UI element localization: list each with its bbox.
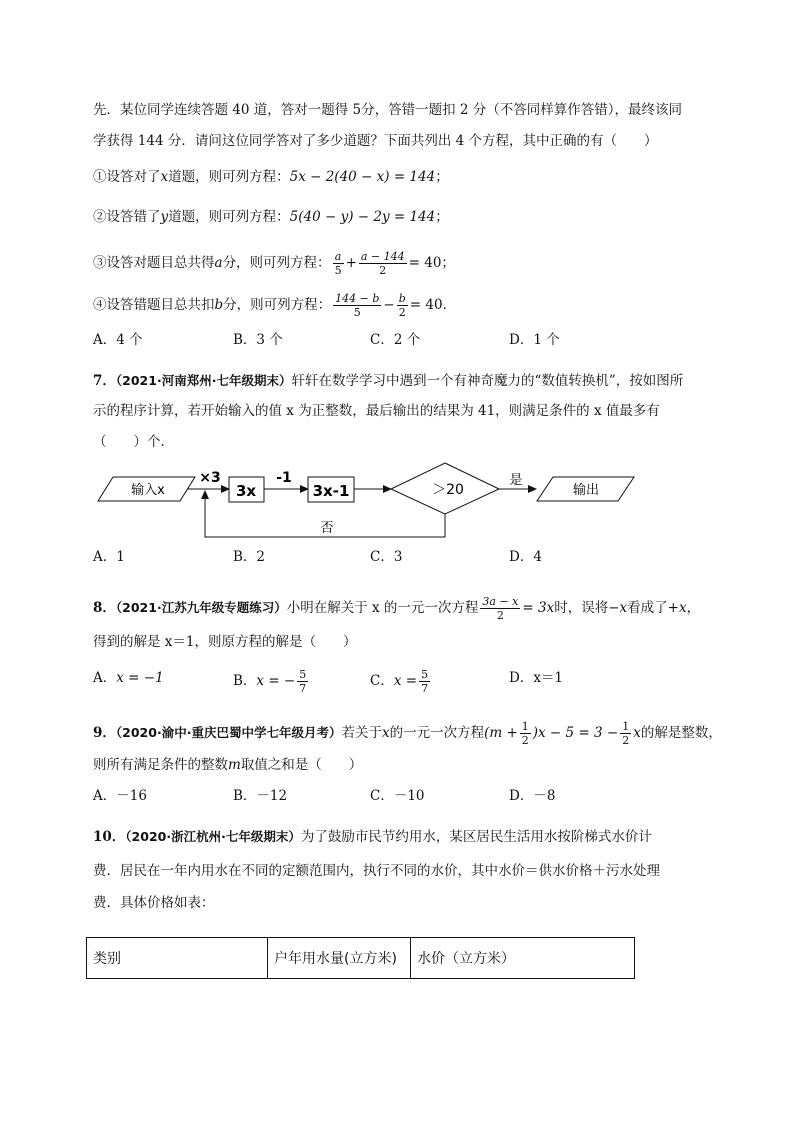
q9-option-a[interactable]: A．－16	[93, 788, 147, 804]
question-source: （2020·渝中·重庆巴蜀中学七年级月考）	[115, 725, 342, 740]
question-number: 8．	[93, 600, 116, 616]
table-header-cell: 水价（立方米）	[411, 938, 635, 979]
fraction: $\frac{5}{7}$	[421, 668, 429, 695]
fraction: $\frac{a}{5}$	[334, 250, 342, 277]
fraction: $\frac{1}{2}$	[521, 720, 529, 747]
minus1-label: -1	[276, 470, 292, 486]
times3-label: ×3	[199, 470, 221, 486]
fraction: $\frac{3a - x}{2}$	[482, 595, 519, 622]
question-source: （2020·浙江杭州·七年级期末）	[125, 829, 301, 844]
q9-option-b[interactable]: B．－12	[233, 788, 288, 804]
question-source: （2021·河南郑州·七年级期末）	[115, 373, 292, 388]
variable-y: y	[160, 209, 169, 225]
q10-stem-line2: 费．居民在一年内用水在不同的定额范围内，执行不同的水价，其中水价＝供水价格＋污水处理	[93, 863, 660, 879]
fraction: $\frac{5}{7}$	[299, 668, 307, 695]
fraction: $\frac{1}{2}$	[622, 720, 630, 747]
q9-option-c[interactable]: C．－10	[370, 788, 425, 804]
fraction: $\frac{144 - b}{5}$	[335, 292, 380, 319]
q10-stem-line3: 费．具体价格如表：	[93, 895, 215, 911]
box-3x-1-label: 3x-1	[312, 482, 350, 500]
question-source: （2021·江苏九年级专题练习）	[115, 600, 287, 615]
q6-option-d[interactable]: D．1 个	[509, 332, 560, 348]
variable-a: a	[214, 255, 223, 271]
question-number: 7．	[93, 373, 116, 389]
equation-2: 5(40 − y) − 2y = 144	[289, 209, 436, 225]
yes-label: 是	[509, 473, 523, 488]
q9-option-d[interactable]: D．－8	[509, 788, 556, 804]
q9-stem-line2: 则所有满足条件的整数m取值之和是（ ）	[93, 757, 363, 773]
price-table	[86, 937, 635, 979]
q6-option-b[interactable]: B．3 个	[233, 332, 283, 348]
q8-stem-line2: 得到的解是 x＝1，则原方程的解是（ ）	[93, 634, 357, 650]
q8-option-a[interactable]: A．x = −1	[93, 670, 164, 686]
q6-statement-4: ④设答错题目总共扣b分，则可列方程： $\frac{144 - b}{5}$ − $\frac{b}{2}$ = 40．	[93, 292, 457, 319]
q8-option-b[interactable]: B．x = − $\frac{5}{7}$	[233, 668, 307, 695]
q6-statement-3: ③设答对题目总共得a分，则可列方程： $\frac{a}{5}$ + $\frac{a - 144}{2}$ = 40；	[93, 250, 455, 277]
table-header-cell: 户年用水量(立方米)	[268, 938, 411, 979]
q8-option-c[interactable]: C．x = $\frac{5}{7}$	[370, 668, 429, 695]
q6-stem-line2: 学获得 144 分．请问这位同学答对了多少道题？下面共列出 4 个方程，其中正确的有（ ）	[93, 133, 658, 149]
flowchart-diagram	[0, 0, 794, 560]
q6-statement-2: ②设答错了y道题，则可列方程：5(40 − y) − 2y = 144；	[93, 209, 449, 225]
variable-x: x	[160, 169, 169, 185]
q7-option-b[interactable]: B．2	[233, 549, 266, 565]
equation-1: 5x − 2(40 − x) = 144	[289, 169, 436, 185]
output-label: 输出	[572, 483, 600, 498]
q6-option-a[interactable]: A．4 个	[93, 332, 143, 348]
q10-stem-line1: 10．（2020·浙江杭州·七年级期末）为了鼓励市民节约用水，某区居民生活用水按阶梯式水价计	[93, 829, 652, 845]
no-label: 否	[320, 521, 334, 536]
q8-stem-line1: 8．（2021·江苏九年级专题练习）小明在解关于 x 的一元一次方程 $\frac{3a - x}{2}$ = 3x时，误将−x看成了+x，	[93, 595, 701, 622]
q9-stem-line1: 9．（2020·渝中·重庆巴蜀中学七年级月考）若关于x的一元一次方程(m + $\frac{1}{2}$ )x − 5 = 3 − $\frac{1}{2}$ x的解是整数，	[93, 720, 722, 747]
table-header-cell: 类别	[87, 938, 268, 979]
q6-stem-line1: 先．某位同学连续答题 40 道，答对一题得 5分，答错一题扣 2 分（不答同样算作答错），最终该同	[93, 102, 683, 118]
input-label: 输入x	[131, 483, 165, 498]
q7-option-a[interactable]: A．1	[93, 549, 125, 565]
q7-option-d[interactable]: D．4	[509, 549, 542, 565]
q6-option-c[interactable]: C．2 个	[370, 332, 421, 348]
question-number: 10．	[93, 829, 126, 845]
q7-stem-line2: 示的程序计算，若开始输入的值 x 为正整数，最后输出的结果为 41，则满足条件的 x 值最多有	[93, 403, 660, 419]
fraction: $\frac{a - 144}{2}$	[360, 250, 405, 277]
q7-option-c[interactable]: C．3	[370, 549, 403, 565]
fraction: $\frac{b}{2}$	[398, 292, 406, 319]
variable-b: b	[214, 297, 224, 313]
question-number: 9．	[93, 725, 116, 741]
table-row	[87, 938, 635, 979]
q8-option-d[interactable]: D．x＝1	[509, 670, 564, 686]
box-3x-label: 3x	[235, 482, 257, 500]
q7-stem-line1: 7．（2021·河南郑州·七年级期末）轩轩在数学学习中遇到一个有神奇魔力的“数值转换机”，按如图所	[93, 373, 684, 389]
condition-label: ＞20	[432, 482, 464, 498]
q7-stem-line3: （ ）个．	[93, 434, 174, 450]
q6-statement-1: ①设答对了x道题，则可列方程：5x − 2(40 − x) = 144；	[93, 169, 449, 185]
